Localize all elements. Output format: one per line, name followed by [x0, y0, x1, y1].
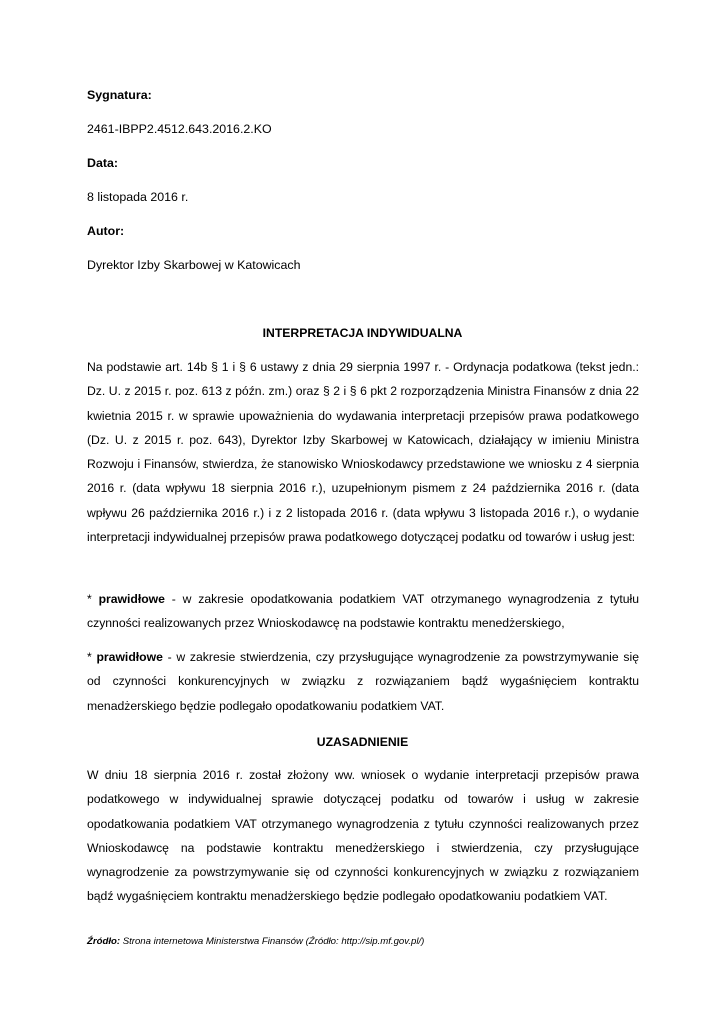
author-label: Autor:	[87, 224, 125, 238]
bullet-keyword: prawidłowe	[96, 650, 163, 664]
footer-text: Strona internetowa Ministerstwa Finansów (Źródło: http://sip.mf.gov.pl/)	[120, 936, 425, 947]
bullet-item-2	[87, 645, 639, 718]
signature-value: 2461-IBPP2.4512.643.2016.2.KO	[87, 122, 272, 136]
heading-interpretation: INTERPRETACJA INDYWIDUALNA	[262, 326, 463, 340]
author-value: Dyrektor Izby Skarbowej w Katowicach	[87, 258, 301, 272]
bullet-prefix: *	[87, 650, 97, 664]
signature-label: Sygnatura:	[87, 88, 152, 102]
reasoning-paragraph: W dniu 18 sierpnia 2016 r. został złożony ww. wniosek o wydanie interpretacji przepisów prawa podatkowego w indywidualnej sprawie dotyczącej podatku od towarów i usług w zakresie opodatkowania podatkiem VAT otrzymanego wynagrodzenia z tytułu czynności realizowanych przez Wnioskodawcę na podstawie kontraktu menedżerskiego i stwierdzenia, czy przysługujące wynagrodzenie za powstrzymywanie się od czynności konkurencyjnych w związku z rozwiązaniem bądź wygaśnięciem kontraktu menadżerskiego będzie podlegało opodatkowaniu podatkiem VAT.	[87, 768, 639, 904]
heading-reasoning: UZASADNIENIE	[316, 735, 409, 749]
date-value: 8 listopada 2016 r.	[87, 190, 189, 204]
bullet-text: - w zakresie stwierdzenia, czy przysługujące wynagrodzenie za powstrzymywanie się od czynności konkurencyjnych w związku z rozwiązaniem bądź wygaśnięciem kontraktu menadżerskiego będzie podlegało opodatkowaniu podatkiem VAT.	[87, 650, 639, 713]
footer-label: Źródło:	[87, 936, 121, 947]
source-footer	[87, 936, 424, 947]
intro-paragraph: Na podstawie art. 14b § 1 i § 6 ustawy z dnia 29 sierpnia 1997 r. - Ordynacja podatkowa (tekst jedn.: Dz. U. z 2015 r. poz. 613 z późn. zm.) oraz § 2 i § 6 pkt 2 rozporządzenia Ministra Finansów z dnia 22 kwietnia 2015 r. w sprawie upoważnienia do wydawania interpretacji przepisów prawa podatkowego (Dz. U. z 2015 r. poz. 643), Dyrektor Izby Skarbowej w Katowicach, działający w imieniu Ministra Rozwoju i Finansów, stwierdza, że stanowisko Wnioskodawcy przedstawione we wniosku z 4 sierpnia 2016 r. (data wpływu 18 sierpnia 2016 r.), uzupełnionym pismem z 24 października 2016 r. (data wpływu 26 października 2016 r.) i z 2 listopada 2016 r. (data wpływu 3 listopada 2016 r.), o wydanie interpretacji indywidualnej przepisów prawa podatkowego dotyczącej podatku od towarów i usług jest:	[87, 360, 639, 545]
bullet-item-1	[87, 587, 639, 636]
date-label: Data:	[87, 156, 118, 170]
bullet-keyword: prawidłowe	[98, 592, 165, 606]
bullet-prefix: *	[87, 592, 99, 606]
bullet-text: - w zakresie opodatkowania podatkiem VAT otrzymanego wynagrodzenia z tytułu czynności realizowanych przez Wnioskodawcę na podstawie kontraktu menedżerskiego,	[87, 592, 639, 631]
